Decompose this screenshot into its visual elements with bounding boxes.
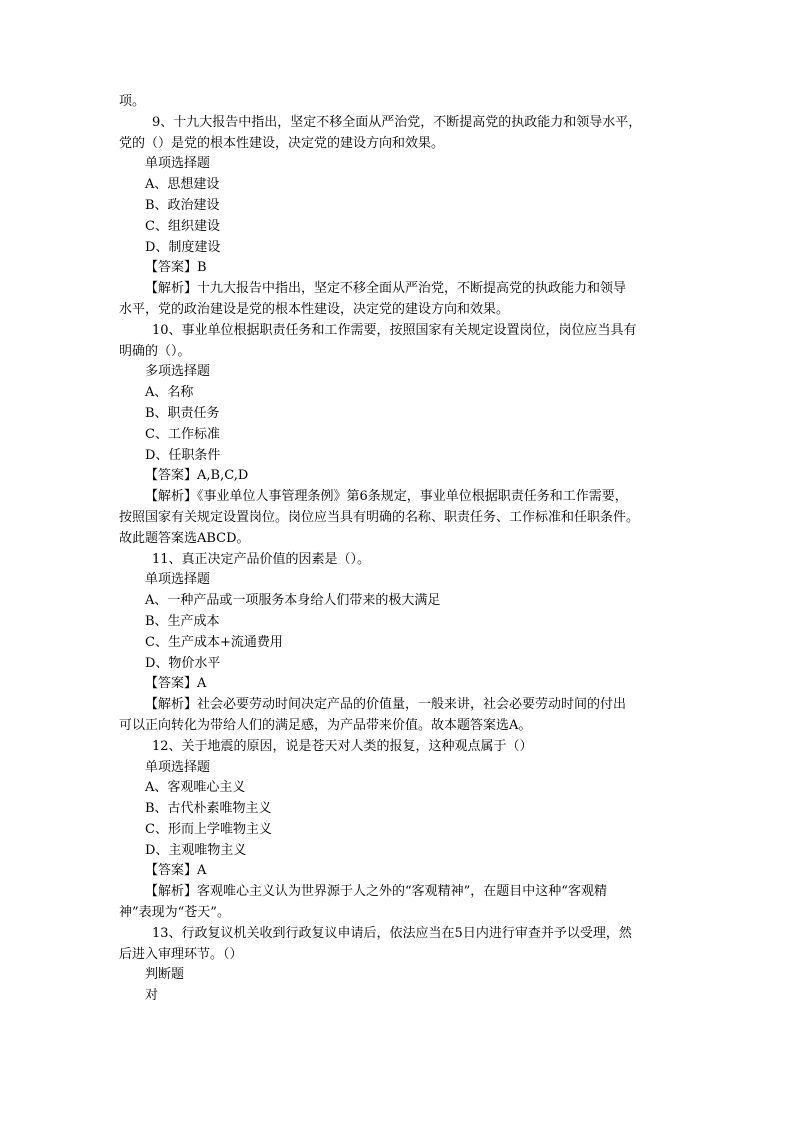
question-stem: 12、关于地震的原因，说是苍天对人类的报复，这种观点属于（） [152,738,533,754]
question-type: 单项选择题 [145,759,211,775]
answer-option: C、生产成本+流通费用 [145,634,283,650]
question-type: 单项选择题 [145,572,211,588]
answer-option: A、名称 [145,385,194,401]
answer-option: C、组织建设 [145,218,220,234]
answer-key: 【答案】A,B,C,D [145,468,249,484]
question-stem: 9、十九大报告中指出，坚定不移全面从严治党，不断提高党的执政能力和领导水平， [152,114,642,130]
answer-key: 【答案】B [145,260,207,276]
question-stem: 后进入审理环节。（） [119,946,243,962]
answer-option: A、客观唯心主义 [145,780,246,796]
answer-option: D、物价水平 [145,655,221,671]
answer-key: 【答案】A [145,863,207,879]
question-block [119,113,679,321]
answer-option: C、形而上学唯物主义 [145,821,272,837]
question-type: 单项选择题 [145,156,211,172]
question-list [119,113,679,1007]
question-stem: 10、事业单位根据职责任务和工作需要，按照国家有关规定设置岗位，岗位应当具有 [152,322,637,338]
question-block [119,924,679,1007]
question-stem: 明确的（）。 [119,343,191,359]
answer-option: D、主观唯物主义 [145,842,247,858]
analysis-text: 【解析】《事业单位人事管理条例》第6条规定，事业单位根据职责任务和工作需要， [145,489,628,505]
answer-option: C、工作标准 [145,426,220,442]
question-block [119,321,679,550]
question-type: 多项选择题 [145,364,211,380]
lead-text: 项。 [119,94,146,109]
question-type: 判断题 [145,967,185,983]
question-stem: 13、行政复议机关收到行政复议申请后，依法应当在5日内进行审查并予以受理，然 [152,925,632,941]
document-body [119,92,679,1007]
analysis-text: 【解析】客观唯心主义认为世界源于人之外的“客观精神”，在题目中这种“客观精 [145,884,607,900]
analysis-text: 故此题答案选ABCD。 [119,530,250,546]
answer-option: D、任职条件 [145,447,221,463]
answer-option: B、政治建设 [145,197,220,213]
answer-option: B、职责任务 [145,405,220,421]
analysis-text: 可以正向转化为带给人们的满足感，为产品带来价值。故本题答案选A。 [119,717,532,733]
question-stem: 11、真正决定产品价值的因素是（）。 [152,551,371,567]
question-block [119,737,679,924]
answer-option: A、一种产品或一项服务本身给人们带来的极大满足 [145,593,441,609]
answer-option: B、生产成本 [145,613,220,629]
analysis-text: 【解析】社会必要劳动时间决定产品的价值量，一般来讲，社会必要劳动时间的付出 [145,697,627,713]
answer-option: D、制度建设 [145,239,221,255]
answer-option: A、思想建设 [145,177,220,193]
analysis-text: 水平，党的政治建设是党的根本性建设，决定党的建设方向和效果。 [119,301,510,317]
question-block [119,550,679,737]
analysis-text: 按照国家有关规定设置岗位。岗位应当具有明确的名称、职责任务、工作标准和任职条件。 [119,509,640,525]
question-stem: 党的（）是党的根本性建设，决定党的建设方向和效果。 [119,135,445,151]
analysis-text: 【解析】十九大报告中指出，坚定不移全面从严治党，不断提高党的执政能力和领导 [145,281,627,297]
answer-option: 对 [145,988,159,1004]
analysis-text: 神”表现为“苍天”。 [119,905,230,921]
answer-key: 【答案】A [145,676,207,692]
answer-option: B、古代朴素唯物主义 [145,801,272,817]
